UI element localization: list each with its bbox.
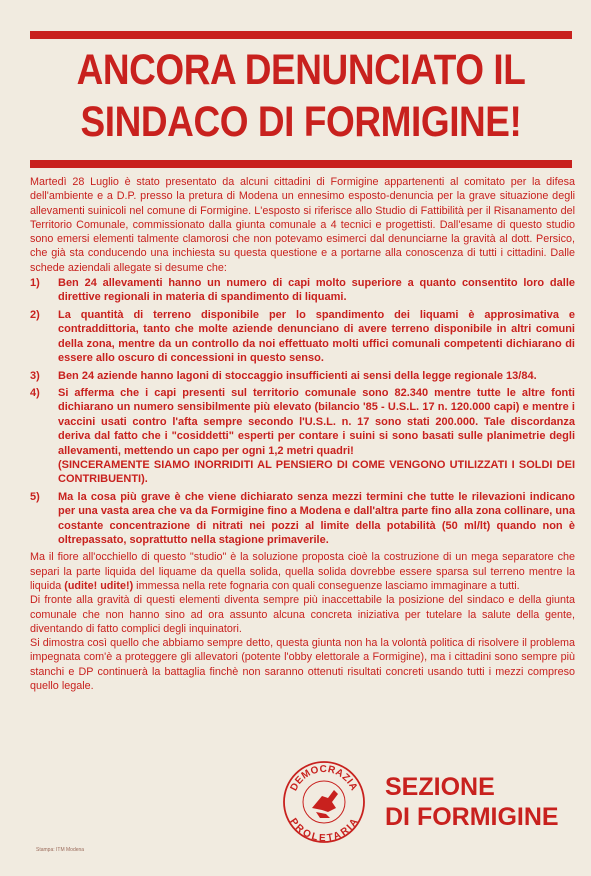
conclusion-paragraph: Si dimostra così quello che abbiamo sempre detto, questa giunta non ha la volontà politica di risolvere il problema impegnata com'è a proteggere gli allevatori (potente l'obby elettorale a Formigine), ma i cittadini sono sempre più stanchi e DP continuerà la battaglia finchè non saranno ottenuti risultati concreti usando tutti i mezzi compreso quello legale.: [30, 637, 575, 693]
top-rule: [30, 31, 572, 39]
logo-bottom-text: PROLETARIA: [287, 816, 361, 844]
point-text: Ben 24 allevamenti hanno un numero di capi molto superiore a quanto consentito loro dalle direttive regionali in materia di spandimento di liquami.: [58, 277, 575, 304]
svg-text:DEMOCRAZIA: [289, 764, 360, 793]
point-text: Ben 24 aziende hanno lagoni di stoccaggio insufficienti ai sensi della legge regionale 13/84.: [58, 369, 537, 382]
points-list: [30, 276, 575, 547]
point-number: 2): [30, 308, 40, 321]
point-number: 3): [30, 369, 40, 382]
point-item: [30, 276, 575, 305]
point-caps-note: (SINCERAMENTE SIAMO INORRIDITI AL PENSIERO DI COME VENGONO UTILIZZATI I SOLDI DEI CONTRIBUENTI).: [58, 458, 575, 486]
signature-line-2: DI FORMIGINE: [385, 803, 559, 831]
signature-line-1: SEZIONE: [385, 773, 495, 801]
body-text: [30, 175, 575, 693]
sindaco-paragraph: Di fronte alla gravità di questi elementi diventa sempre più inaccettabile la posizione del sindaco e della giunta comunale che non hanno sino ad ora assunto alcuna concreta iniziativa per tutelare la salute della gente, diventando di fatto complici degli inquinatori.: [30, 594, 575, 635]
printer-credit: Stampa: ITM Modena: [36, 847, 85, 853]
signature-block: [385, 772, 559, 832]
point-item: [30, 369, 575, 383]
studio-text-b: immessa nella rete fognaria con quali conseguenze lasciamo immaginare a tutti.: [133, 579, 520, 592]
point-text: Si afferma che i capi presenti sul territorio comunale sono 82.340 mentre tutte le altre fonti dichiarano un numero sensibilmente più elevato (bilancio '85 - U.S.L. 17 n. 120.000 capi) e mentre i vaccini usati contro l'afta sempre secondo l'U.S.L. n. 17 sono stati 200.000. Tale discordanza deriva dal fatto che i "cosiddetti" esperti per contare i suini si sono basati sulle planimetrie degli allevamenti, mettendo un capo per ogni 1,2 metri quadri!: [58, 386, 575, 457]
svg-text:PROLETARIA: [287, 816, 360, 844]
udite-emphasis: (udite! udite!): [64, 579, 134, 592]
studio-paragraph: [30, 550, 575, 593]
point-item: [30, 308, 575, 366]
point-text: Ma la cosa più grave è che viene dichiarato senza mezzi termini che tutte le rilevazioni indicano per una vasta area che va da Formigine fino a Modena e dall'altra parte fino alla zona collinare, una costante concentrazione di nitrati nei pozzi al limite della potabilità (50 ml/lt) quando non è oltrepassato, soprattutto nella stagione primaverile.: [58, 490, 575, 546]
headline-line-1: ANCORA DENUNCIATO IL: [76, 46, 526, 94]
point-number: 5): [30, 490, 40, 503]
democrazia-proletaria-logo: [282, 760, 366, 844]
point-text: La quantità di terreno disponibile per lo spandimento dei liquami è approsimativa e contraddittoria, tanto che molte aziende denunciano di avere terreno disponibile in altri comuni della zona, mentre da un controllo da noi effettuato molti uffici comunali competenti dichiarano di essere allo oscuro di concessioni in questo senso.: [58, 308, 575, 365]
point-number: 1): [30, 277, 40, 290]
point-number: 4): [30, 386, 40, 399]
intro-paragraph: Martedì 28 Luglio è stato presentato da alcuni cittadini di Formigine appartenenti al comitato per la difesa dell'ambiente e a D.P. presso la pretura di Modena un ennesimo esposto-denuncia per la grave situazione degli allevamenti suinicoli nel comune di Formigine. L'esposto si riferisce allo Studio di Fattibilità per il Risanamento del Territorio Comunale, commissionato dalla giunta comunale a 4 tecnici e progettisti. Dall'esame di questo studio sono emersi elementi talmente clamorosi che non potevamo esimerci dal denunciarne la gravità al dott. Persico, che già sta conducendo una inchiesta su questa questione e a portarne alla conoscenza di tutti i cittadini. Dalle schede aziendali allegate si desume che:: [30, 176, 575, 274]
headline: [68, 44, 534, 148]
bottom-rule: [30, 160, 572, 168]
fist-emblem-icon: [312, 790, 338, 818]
point-item: [30, 490, 575, 548]
point-item: [30, 386, 575, 487]
studio-text-a: Ma il fiore all'occhiello di questo "studio" è la soluzione proposta cioè la costruzione di un mega separatore che separi la parte liquida del liquame da quella solida, quella solida dovrebbe essere sparsa sul terreno mentre la liquida: [30, 551, 575, 592]
headline-line-2: SINDACO DI FORMIGINE!: [80, 98, 522, 146]
logo-top-text: DEMOCRAZIA: [288, 763, 360, 793]
